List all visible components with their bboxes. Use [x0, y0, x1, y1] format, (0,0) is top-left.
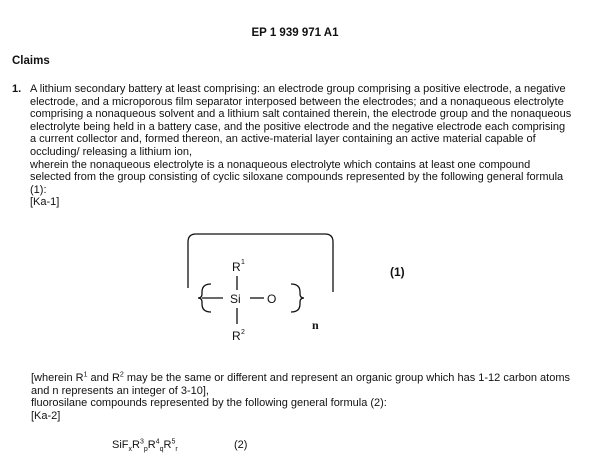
ring-bracket-line	[188, 234, 333, 284]
claim-paragraph-1: A lithium secondary battery at least comprising: an electrode group comprising a positive electrode, a negative electrode, and a microporous film separator interposed between the electrodes; and a nonaqueous electrolyte comprising a nonaqueous solvent and a lithium salt contained therein, the electrode group and the nonaqueous electrolyte being held in a battery case, and the positive electrode and the negative electrode each comprising a current collector and, formed thereon, an active-material layer containing an active material capable of occluding/ releasing a lithium ion,	[30, 83, 572, 158]
subscript-p: p	[143, 446, 148, 454]
sif-text: SiF	[112, 439, 129, 451]
claim-paragraph-2: wherein the nonaqueous electrolyte is a nonaqueous electrolyte which contains at least one compound selected from the group consisting of cyclic siloxane compounds represented by the following general formula (1):	[30, 158, 564, 196]
right-brace	[291, 284, 304, 312]
claims-section-title: Claims	[12, 55, 50, 67]
r5-text: R	[163, 439, 172, 451]
subscript-x: x	[128, 446, 132, 454]
repeat-count-n: n	[312, 318, 319, 332]
oxygen-atom: O	[267, 292, 277, 306]
fluorosilane-paragraph: fluorosilane compounds represented by the following general formula (2):	[31, 397, 387, 410]
claim-continuation	[31, 372, 579, 422]
patent-number-header: EP 1 939 971 A1	[251, 27, 339, 39]
r3-text: R	[132, 439, 140, 451]
formula-ref-ka1: [Ka-1]	[30, 196, 60, 209]
formula-1-label: (1)	[390, 265, 405, 279]
superscript-4: 4	[155, 438, 160, 446]
wherein-r1-r2-paragraph	[31, 372, 579, 397]
wherein-r2-superscript: 2	[119, 371, 124, 379]
superscript-5: 5	[171, 438, 176, 446]
subscript-r: r	[175, 446, 178, 454]
silicon-atom: Si	[230, 292, 241, 306]
r2-superscript: 2	[241, 329, 245, 336]
r2-symbol: R	[232, 329, 241, 343]
r1-symbol: R	[232, 260, 241, 274]
claim-1	[12, 83, 572, 209]
cyclic-siloxane-formula	[175, 224, 350, 354]
formula-ref-ka2: [Ka-2]	[31, 409, 61, 422]
wherein-text-start: [wherein R	[31, 372, 84, 384]
fluorosilane-formula	[112, 438, 178, 454]
r4-text: R	[147, 439, 156, 451]
claim-number: 1.	[12, 83, 22, 95]
wherein-r1-superscript: 1	[83, 371, 88, 379]
siloxane-structure-drawing	[175, 224, 350, 354]
r1-superscript: 1	[241, 259, 245, 266]
wherein-text-mid: and R	[87, 372, 120, 384]
formula-2-label: (2)	[234, 439, 248, 451]
wherein-text-end: may be the same or different and represent an organic group which has 1-12 carbon atoms and n represents an integer of 3-10],	[31, 372, 570, 397]
claim-body	[30, 83, 572, 209]
subscript-q: q	[159, 446, 164, 454]
superscript-3: 3	[139, 438, 144, 446]
